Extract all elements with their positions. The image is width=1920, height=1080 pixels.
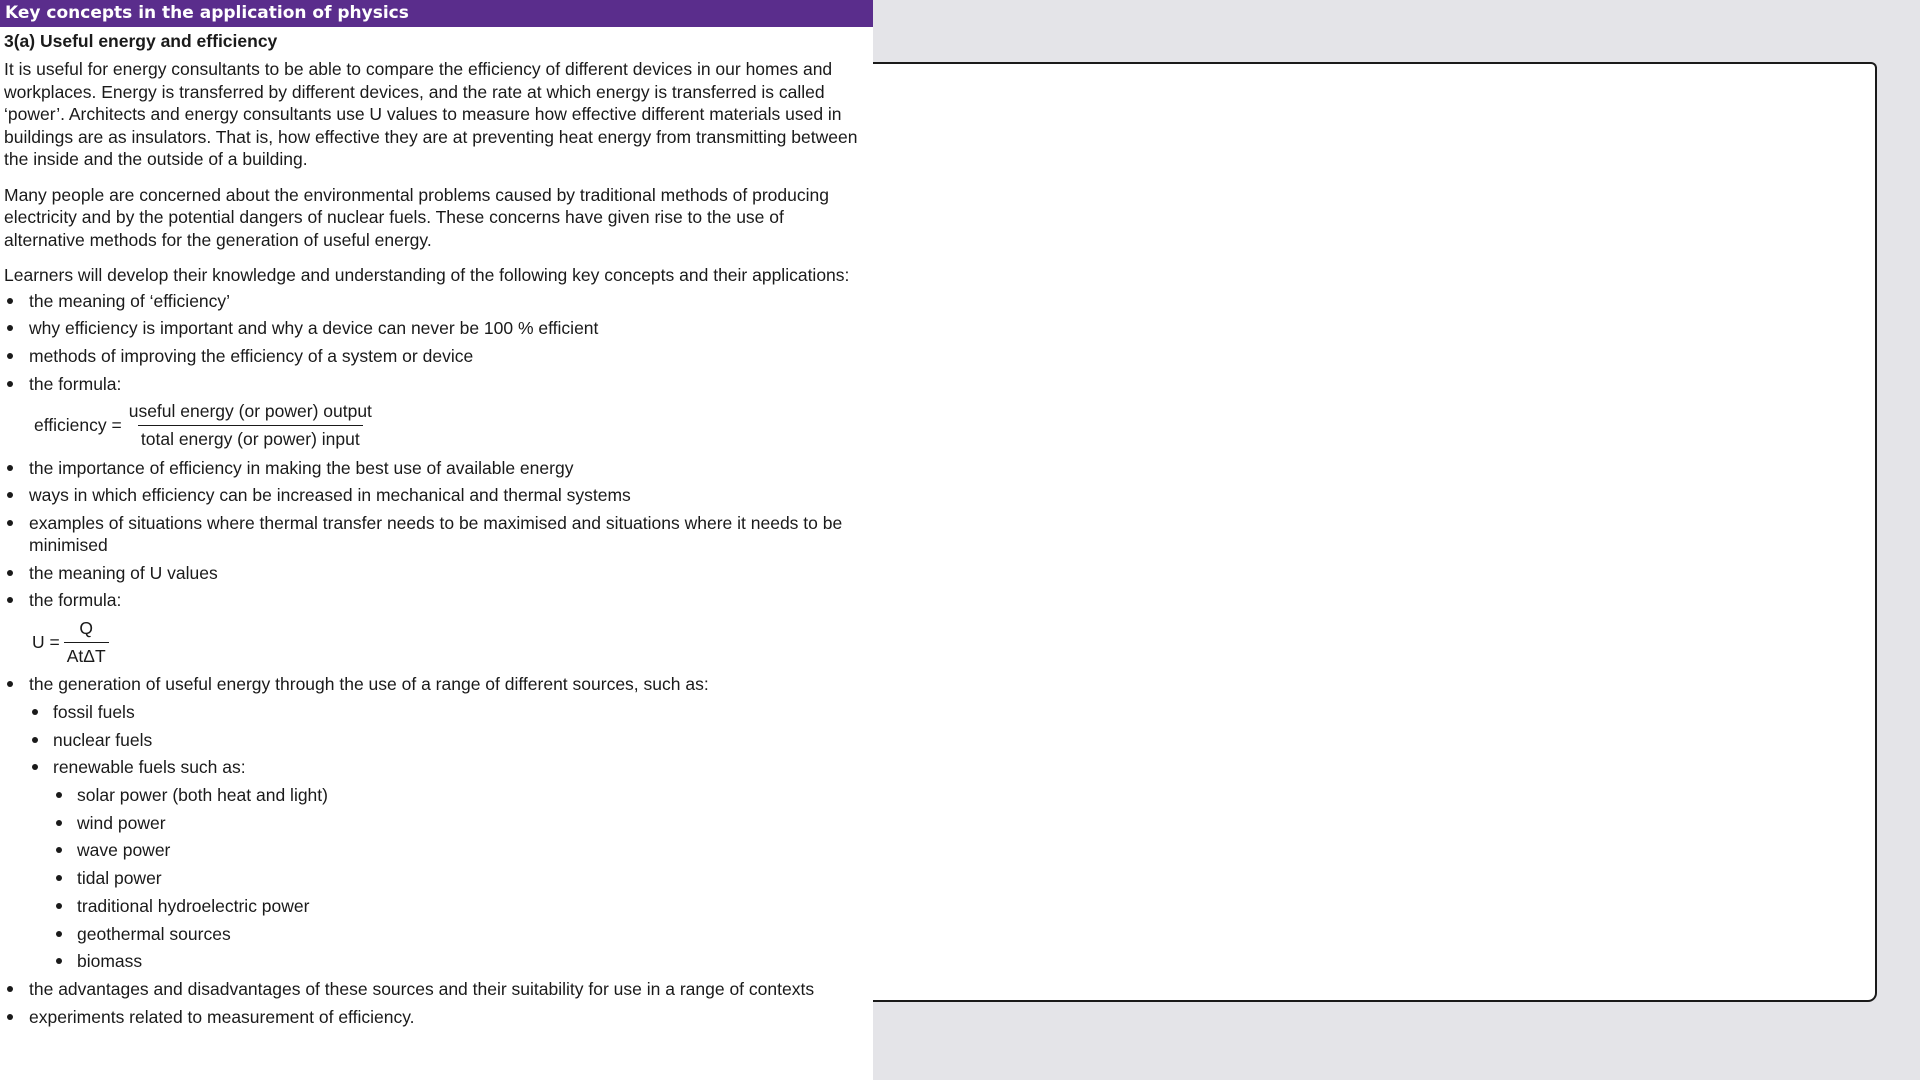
document-page: [0, 0, 873, 1080]
generation-text: the generation of useful energy through the use of a range of different sources, such as:: [29, 674, 709, 695]
formula-numerator: Q: [79, 617, 93, 638]
list-item: biomass: [4, 950, 869, 972]
list-item: the formula:: [4, 589, 869, 611]
list-item: [4, 756, 869, 972]
formula-fraction: [126, 401, 375, 450]
list-item: tidal power: [4, 867, 869, 889]
formula-numerator: useful energy (or power) output: [128, 401, 372, 422]
formula-denominator: total energy (or power) input: [138, 425, 363, 450]
formula-lhs: efficiency =: [34, 415, 122, 436]
list-item: solar power (both heat and light): [4, 784, 869, 806]
list-item: nuclear fuels: [4, 729, 869, 751]
list-item: the meaning of ‘efficiency’: [4, 290, 869, 312]
section-title: 3(a) Useful energy and efficiency: [4, 31, 278, 51]
list-item: wave power: [4, 839, 869, 861]
renewables-list: [4, 784, 869, 972]
list-item: why efficiency is important and why a device can never be 100 % efficient: [4, 317, 869, 339]
document-content: [0, 27, 873, 1028]
efficiency-formula: [34, 401, 869, 451]
list-item: the formula:: [4, 373, 869, 395]
formula-denominator: AtΔT: [64, 642, 109, 667]
learners-paragraph: Learners will develop their knowledge and understanding of the following key concepts and their applications:: [4, 265, 850, 285]
list-item: geothermal sources: [4, 923, 869, 945]
renewables-text: renewable fuels such as:: [53, 757, 246, 778]
list-item: [4, 673, 869, 972]
concerns-paragraph: Many people are concerned about the environmental problems caused by traditional methods of producing electricity and by the potential dangers of nuclear fuels. These concerns have given rise to the use of alternative methods for the generation of useful energy.: [4, 184, 829, 250]
u-value-formula: [32, 617, 869, 667]
list-item: examples of situations where thermal transfer needs to be maximised and situations where it needs to be minimised: [4, 512, 869, 556]
key-concepts-list-c: [4, 673, 869, 1027]
intro-paragraph: It is useful for energy consultants to be able to compare the efficiency of different devices in our homes and workplaces. Energy is transferred by different devices, and the rate at which energy is transferred is called ‘power’. Architects and energy consultants use U values to measure how effective different materials used in buildings are as insulators. That is, how effective they are at preventing heat energy from transmitting between the inside and the outside of a building.: [4, 59, 858, 169]
list-item: methods of improving the efficiency of a system or device: [4, 345, 869, 367]
list-item: wind power: [4, 812, 869, 834]
list-item: traditional hydroelectric power: [4, 895, 869, 917]
list-item: fossil fuels: [4, 701, 869, 723]
list-item: the advantages and disadvantages of these sources and their suitability for use in a range of contexts: [4, 978, 869, 1000]
formula-lhs: U =: [32, 631, 60, 652]
formula-fraction: [64, 618, 109, 667]
key-concepts-list-a: [4, 290, 869, 395]
list-item: experiments related to measurement of efficiency.: [4, 1006, 869, 1028]
list-item: the importance of efficiency in making the best use of available energy: [4, 457, 869, 479]
list-item: the meaning of U values: [4, 562, 869, 584]
annotation-canvas[interactable]: [873, 62, 1877, 1002]
key-concepts-list-b: [4, 457, 869, 612]
list-item: ways in which efficiency can be increased in mechanical and thermal systems: [4, 484, 869, 506]
sources-list: [4, 701, 869, 972]
header-bar: Key concepts in the application of physics: [0, 0, 873, 27]
